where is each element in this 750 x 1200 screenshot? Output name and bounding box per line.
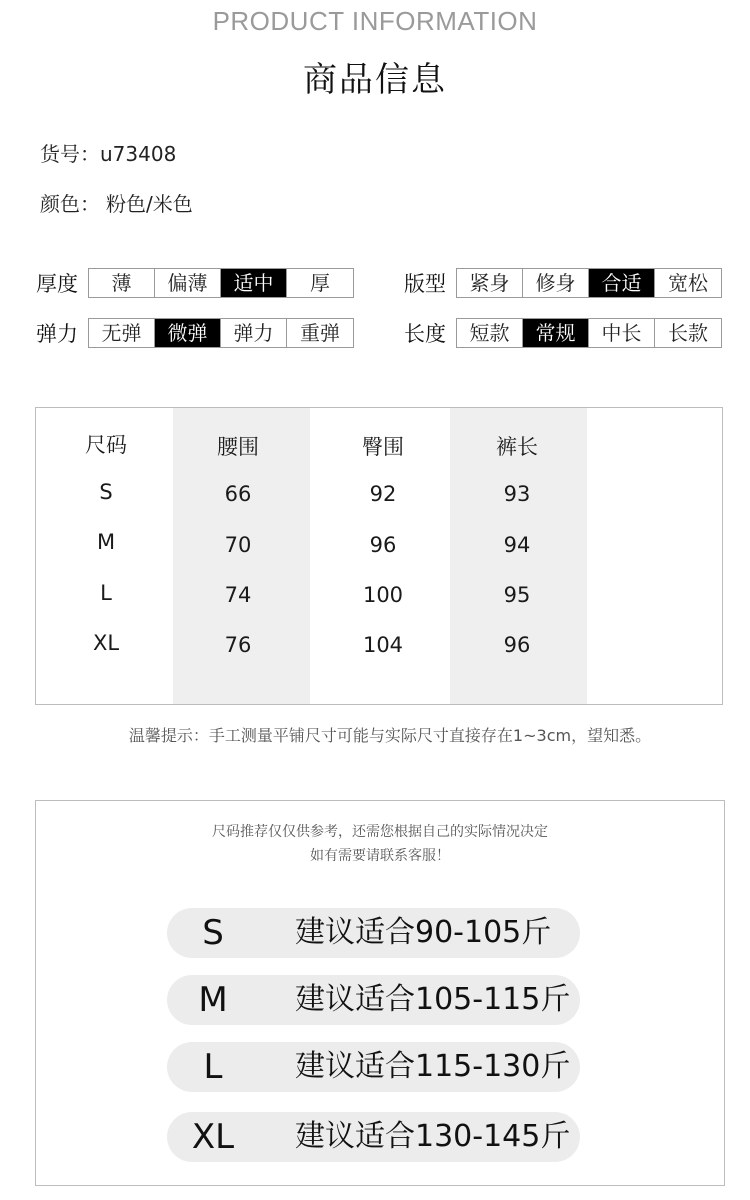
length-label: 长度 xyxy=(404,322,446,346)
pill-size: S xyxy=(202,913,224,953)
header-pants-length: 裤长 xyxy=(496,435,538,459)
header-hip: 臀围 xyxy=(362,435,404,459)
pill-weight-text: 建议适合105-115斤 xyxy=(295,982,571,1017)
english-title: PRODUCT INFORMATION xyxy=(212,6,538,36)
pill-size: M xyxy=(198,980,228,1020)
recommendation-pill xyxy=(167,1112,580,1162)
size-table xyxy=(35,407,723,705)
table-cell: 100 xyxy=(362,583,404,607)
pill-weight-text: 建议适合130-145斤 xyxy=(295,1119,571,1154)
color-line xyxy=(40,188,193,217)
header-waist: 腰围 xyxy=(217,435,259,459)
length-option: 中长 xyxy=(589,319,655,347)
table-cell: 70 xyxy=(224,533,252,557)
length-options xyxy=(456,318,722,348)
contact-service-note: 如有需要请联系客服！ xyxy=(310,848,450,864)
fit-option: 紧身 xyxy=(457,269,523,297)
measurement-note: 温馨提示：手工测量平铺尺寸可能与实际尺寸直接存在1~3cm，望知悉。 xyxy=(128,726,652,745)
sku-label: 货号： xyxy=(40,142,100,166)
table-cell: 76 xyxy=(224,633,252,657)
length-option: 常规 xyxy=(523,319,589,347)
thickness-option: 厚 xyxy=(310,271,330,295)
fit-scale xyxy=(404,268,722,298)
fit-label: 版型 xyxy=(404,272,446,296)
table-cell: L xyxy=(100,581,112,605)
thickness-scale xyxy=(36,268,354,298)
pill-size: L xyxy=(203,1047,223,1087)
fit-option: 宽松 xyxy=(668,271,708,295)
elasticity-option: 弹力 xyxy=(221,319,287,347)
length-option: 短款 xyxy=(457,319,523,347)
thickness-option: 偏薄 xyxy=(155,269,221,297)
elasticity-option: 微弹 xyxy=(155,319,221,347)
table-cell: 104 xyxy=(362,633,404,657)
header-size: 尺码 xyxy=(85,433,127,457)
thickness-option: 适中 xyxy=(221,269,287,297)
table-cell: 74 xyxy=(224,583,252,607)
table-cell: 92 xyxy=(369,482,397,506)
pill-weight-text: 建议适合90-105斤 xyxy=(295,915,552,950)
color-label: 颜色： xyxy=(40,192,100,216)
elasticity-option: 重弹 xyxy=(300,321,340,345)
color-value: 粉色/米色 xyxy=(106,192,193,216)
pill-size: XL xyxy=(191,1117,235,1157)
length-option: 长款 xyxy=(668,321,708,345)
thickness-label: 厚度 xyxy=(36,272,78,296)
recommendation-pill xyxy=(167,908,580,958)
table-cell: S xyxy=(99,480,113,504)
fit-option: 修身 xyxy=(523,269,589,297)
fit-option: 合适 xyxy=(589,269,655,297)
table-cell: XL xyxy=(92,631,120,655)
recommendation-intro: 尺码推荐仅仅供参考，还需您根据自己的实际情况决定 xyxy=(212,824,548,840)
elasticity-label: 弹力 xyxy=(36,322,78,346)
fit-options xyxy=(456,268,722,298)
table-cell: 94 xyxy=(503,533,531,557)
pill-weight-text: 建议适合115-130斤 xyxy=(295,1049,571,1084)
table-cell: 95 xyxy=(503,583,531,607)
elasticity-options xyxy=(88,318,354,348)
thickness-options xyxy=(88,268,354,298)
table-cell: 96 xyxy=(369,533,397,557)
thickness-option: 薄 xyxy=(89,269,155,297)
recommendation-pill xyxy=(167,975,580,1025)
table-cell: 66 xyxy=(224,482,252,506)
table-cell: 96 xyxy=(503,633,531,657)
size-recommendation-box xyxy=(35,800,725,1186)
elasticity-scale xyxy=(36,318,354,348)
page-title: 商品信息 xyxy=(303,60,447,100)
table-cell: M xyxy=(96,530,116,554)
elasticity-option: 无弹 xyxy=(89,319,155,347)
sku-value: u73408 xyxy=(100,142,177,166)
length-scale xyxy=(404,318,722,348)
sku-line xyxy=(40,138,176,167)
recommendation-pill xyxy=(167,1042,580,1092)
table-cell: 93 xyxy=(503,482,531,506)
